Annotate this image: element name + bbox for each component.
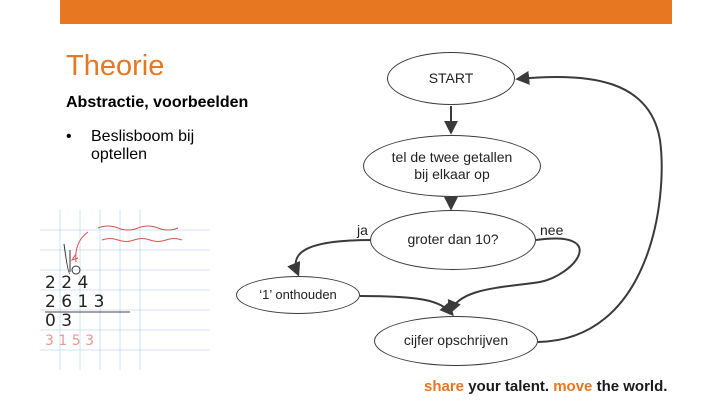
sketch-row-3: 0 3 xyxy=(45,311,73,331)
flow-node-write xyxy=(374,316,538,366)
flow-node-write-label: cijfer opschrijven xyxy=(403,332,509,349)
footer-the-world: the world. xyxy=(592,378,668,395)
footer-your-talent: your talent. xyxy=(464,378,554,395)
footer-share: share xyxy=(424,378,465,395)
sketch-row-4: 3 1 5 3 xyxy=(45,333,94,349)
arrow-yes-to-carry xyxy=(296,240,372,274)
flow-node-compare xyxy=(370,210,536,270)
flow-node-compare-label: groter dan 10? xyxy=(407,231,499,248)
sketch-row-1: 2 2 4 xyxy=(45,273,89,293)
flow-node-add xyxy=(363,135,541,197)
bullet-marker: • xyxy=(66,128,72,145)
edge-label-yes: ja xyxy=(357,222,368,238)
slide-subtitle: Abstractie, voorbeelden xyxy=(66,94,249,111)
flow-node-carry xyxy=(236,276,360,314)
flow-node-add-label: tel de twee getallen bij elkaar op xyxy=(391,148,513,182)
bullet-text: Beslisboom bij optellen xyxy=(91,128,195,163)
flow-node-start-label: START xyxy=(428,69,474,86)
slide-title: Theorie xyxy=(66,50,165,82)
arrow-carry-to-write xyxy=(360,296,452,314)
arrow-loop-to-start xyxy=(518,77,662,342)
sketch-row-2: 2 6 1 3 xyxy=(45,292,105,312)
footer-tagline xyxy=(424,378,667,395)
edge-label-no: nee xyxy=(540,222,564,238)
flow-node-carry-label: ‘1’ onthouden xyxy=(259,286,337,302)
footer-move: move xyxy=(553,378,593,395)
flow-node-start xyxy=(387,52,515,105)
